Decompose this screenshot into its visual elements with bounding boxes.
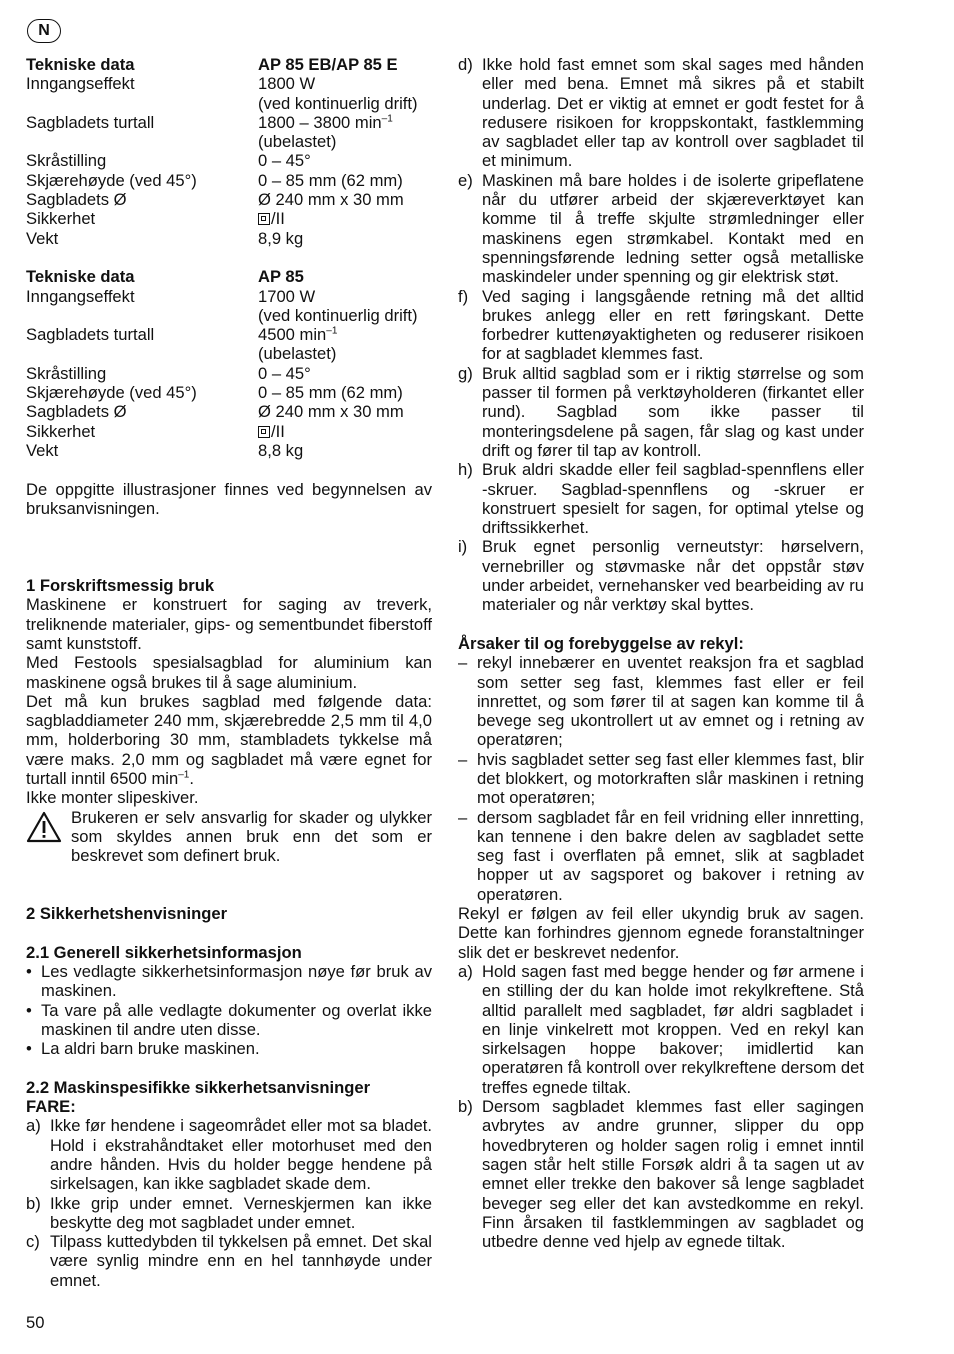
paragraph: Med Festools spesialsagblad for aluminium kan maskinene også brukes til å sage aluminium. — [26, 653, 432, 692]
spec-key: Inngangseffekt — [26, 286, 135, 306]
spec-value: Ø 240 mm x 30 mm — [258, 190, 404, 210]
spec-key: Sikkerhet — [26, 209, 96, 229]
spec-key: Skråstilling — [26, 363, 107, 383]
protection-class-ii-icon — [258, 426, 270, 438]
spec-value: 0 – 85 mm (62 mm) — [258, 170, 403, 190]
page-number: 50 — [26, 1313, 45, 1332]
list-item: • La aldri barn bruke maskinen. — [26, 1039, 260, 1059]
illustration-note: De oppgitte illustrasjoner finnes ved begynnelsen av bruksanvisningen. — [26, 479, 432, 518]
spec-key — [26, 344, 258, 363]
spec-header-label: Tekniske data — [26, 267, 135, 287]
list-item: a) Hold sagen fast med begge hender og før armene i en stilling der du kan holde imot rekylkreftene. Stå alltid parallelt med sagbladet, før aldri sagbladet i en linje vinkelrett mot kroppen. Ved en rekyl kan sirkelsagen hoppe bakover; imidlertid kan operatøren få kontroll over rekylkreftene dersom det treffes egnede tiltak. — [458, 961, 864, 1097]
list-item: • Ta vare på alle vedlagte dokumenter og overlat ikke maskinen til andre uten disse. — [26, 1000, 432, 1039]
list-item: c) Tilpass kuttedybden til tykkelsen på emnet. Det skal være synlig mindre enn en hel tannhøyde under emnet. — [26, 1232, 432, 1290]
spec-value — [258, 325, 432, 344]
spec-key: Sagbladets Ø — [26, 190, 127, 210]
warning-block — [26, 808, 432, 866]
spec-key: Sagbladets Ø — [26, 402, 127, 422]
list-item: h) Bruk aldri skadde eller feil sagblad-spennflens eller -skruer. Sagblad-spennflens og -skruer er konstruert spesielt for sagen, for optimal ytelse og driftssikkerhet. — [458, 460, 864, 538]
spec-key: Inngangseffekt — [26, 74, 135, 94]
spec-value-sup: –1 — [381, 113, 393, 125]
spec-table-ap85 — [26, 267, 432, 460]
left-column — [26, 55, 432, 1290]
spec-value: (ved kontinuerlig drift) — [258, 305, 418, 325]
list-item: – rekyl innebærer en uventet reaksjon fra et sagblad som setter seg fast, klemmes fast eller er feil innrettet, og som fører til at sagen kan komme til å bevege seg ukontrollert ut av emnet og i retning av operatøren; — [458, 653, 864, 750]
spec-key: Skråstilling — [26, 151, 107, 171]
section-2-2-title: 2.2 Maskinspesifikke sikkerhetsanvisninger — [26, 1077, 371, 1097]
spec-key: Vekt — [26, 228, 59, 248]
paragraph: Ikke monter slipeskiver. — [26, 788, 199, 808]
spec-value: 0 – 85 mm (62 mm) — [258, 383, 403, 403]
right-column — [458, 55, 864, 1251]
danger-label: FARE: — [26, 1097, 76, 1117]
spec-value: 8,8 kg — [258, 440, 304, 460]
list-item: b) Ikke grip under emnet. Verneskjermen kan ikke beskytte deg mot sagbladet under emnet. — [26, 1193, 432, 1232]
spec-value — [258, 113, 432, 132]
spec-value: 8,9 kg — [258, 228, 304, 248]
spec-key: Skjærehøyde (ved 45°) — [26, 383, 197, 403]
spec-value: (ved kontinuerlig drift) — [258, 93, 418, 113]
spec-value: (ubelastet) — [258, 344, 337, 364]
list-item: i) Bruk egnet personlig verneutstyr: hørselvern, vernebriller og støvmaske når det oppstår støv under arbeidet, vernehansker ved bearbeiding av ru materialer og når verktøy skal byttes. — [458, 537, 864, 615]
kickback-title: Årsaker til og forebyggelse av rekyl: — [458, 633, 744, 653]
spec-value: 0 – 45° — [258, 363, 311, 383]
list-item: b) Dersom sagbladet klemmes fast eller sagingen avbrytes av andre grunner, slipper du opp hovedbryteren og holder sagen rolig i emnet inntil sagen står helt stille Forsøk aldri å ta sagen ut av emnet eller trekke den bakover så lenge sagbladet beveger seg eller det kan avstedkomme en rekyl. Finn årsaken til fastklemmingen av sagbladet og utbedre denne ved hjelp av egnede tiltak. — [458, 1097, 864, 1252]
spec-key — [26, 94, 258, 113]
spec-value: 0 – 45° — [258, 151, 311, 171]
spec-key — [26, 306, 258, 325]
warning-icon — [26, 808, 71, 866]
spec-key — [26, 132, 258, 151]
spec-value — [258, 422, 432, 441]
paragraph: Rekyl er følgen av feil eller ukyndig bruk av sagen. Dette kan forhindres gjennom egnede foranstaltninger slik det er beskrevet nedenfor. — [458, 904, 864, 962]
section-1-title: 1 Forskriftsmessig bruk — [26, 576, 215, 596]
spec-value: (ubelastet) — [258, 132, 337, 152]
spec-key: Skjærehøyde (ved 45°) — [26, 170, 197, 190]
spec-value-text: /II — [271, 209, 285, 229]
spec-header-label: Tekniske data — [26, 55, 135, 74]
list-item: – dersom sagbladet får en feil vridning eller innretting, kan tennene i den bakre delen av sagbladet sette seg fast i overflaten på emnet, slik at sagbladet hopper ut av sagsporet og bakover i retning av operatøren. — [458, 807, 864, 904]
spec-key: Sikkerhet — [26, 421, 96, 441]
list-item: e) Maskinen må bare holdes i de isolerte gripeflatene når du utfører arbeid der skjæreverktøyet kan komme til å treffe skjulte strømledninger eller maskinens egen strømkabel. Kontakt med en spenningsførende ledning setter også metalliske maskindeler under spenning og gir elektrisk støt. — [458, 170, 864, 287]
spec-value — [258, 209, 432, 228]
spec-value: 1800 W — [258, 74, 316, 94]
spec-key: Vekt — [26, 440, 59, 460]
spec-header-model: AP 85 — [258, 267, 304, 287]
list-item: d) Ikke hold fast emnet som skal sages med hånden eller med bena. Emnet må sikres på et stabilt underlag. Det er viktig at emnet er godt festet for å redusere risikoen for kroppskontakt, fastklemming av sagbladet eller tap av kontroll over sagbladet til et minimum. — [458, 55, 864, 171]
paragraph — [26, 692, 432, 788]
paragraph-text: Det må kun brukes sagblad med følgende data: sagbladdiameter 240 mm, skjærebredde 2,5 mm til 4,0 mm, holderboring 30 mm, stambladets tykkelse må være maks. 2,0 mm og sagbladet må være egnet for turtall inntil 6500 min — [26, 691, 432, 788]
section-2-title: 2 Sikkerhetshenvisninger — [26, 904, 228, 924]
spec-table-ap85eb — [26, 55, 432, 248]
spec-value: Ø 240 mm x 30 mm — [258, 402, 404, 422]
protection-class-ii-icon — [258, 213, 270, 225]
list-item: • Les vedlagte sikkerhetsinformasjon nøye før bruk av maskinen. — [26, 961, 432, 1001]
list-item: – hvis sagbladet setter seg fast eller klemmes fast, blir det blokkert, og motorkraften slår maskinen i retning mot operatøren; — [458, 749, 864, 808]
paragraph-end: . — [189, 768, 194, 788]
list-item: a) Ikke før hendene i sageområdet eller mot sa bladet. Hold i ekstrahåndtaket eller motorhuset med den andre hånden. Hvis du holder begge hendene på sirkelsagen, kan ikke sagbladet skade dem. — [26, 1116, 432, 1194]
spec-value-sup: –1 — [326, 325, 338, 337]
language-badge: N — [27, 19, 61, 43]
paragraph-sup: –1 — [178, 769, 190, 781]
warning-text: Brukeren er selv ansvarlig for skader og ulykker som skyldes annen bruk enn det som er beskrevet som definert bruk. — [71, 807, 432, 866]
list-item: g) Bruk alltid sagblad som er i riktig størrelse og som passer til formen på verktøyholderen (firkantet eller rund). Sagblad som ikke passer til monteringsdelene på sagen, får slag og kast under drift og fører til tap av kontroll. — [458, 363, 864, 460]
paragraph: Maskinene er konstruert for saging av treverk, treliknende materialer, gips- og sementbundet fiberstoff samt kunststoff. — [26, 595, 432, 653]
list-item: f) Ved saging i langsgående retning må det alltid brukes anlegg eller en rett føringskant. Dette forbedrer kuttenøyaktigheten og reduserer risikoen for at sagbladet klemmes fast. — [458, 286, 864, 364]
spec-value-text: 4500 min — [258, 325, 327, 345]
spec-value-text: 1800 – 3800 min — [258, 112, 382, 132]
spec-value: 1700 W — [258, 286, 316, 306]
section-2-1-title: 2.1 Generell sikkerhetsinformasjon — [26, 942, 302, 962]
spec-key: Sagbladets turtall — [26, 325, 155, 345]
spec-key: Sagbladets turtall — [26, 112, 155, 132]
spec-value-text: /II — [271, 421, 285, 441]
spec-header-model: AP 85 EB/AP 85 E — [258, 55, 398, 74]
